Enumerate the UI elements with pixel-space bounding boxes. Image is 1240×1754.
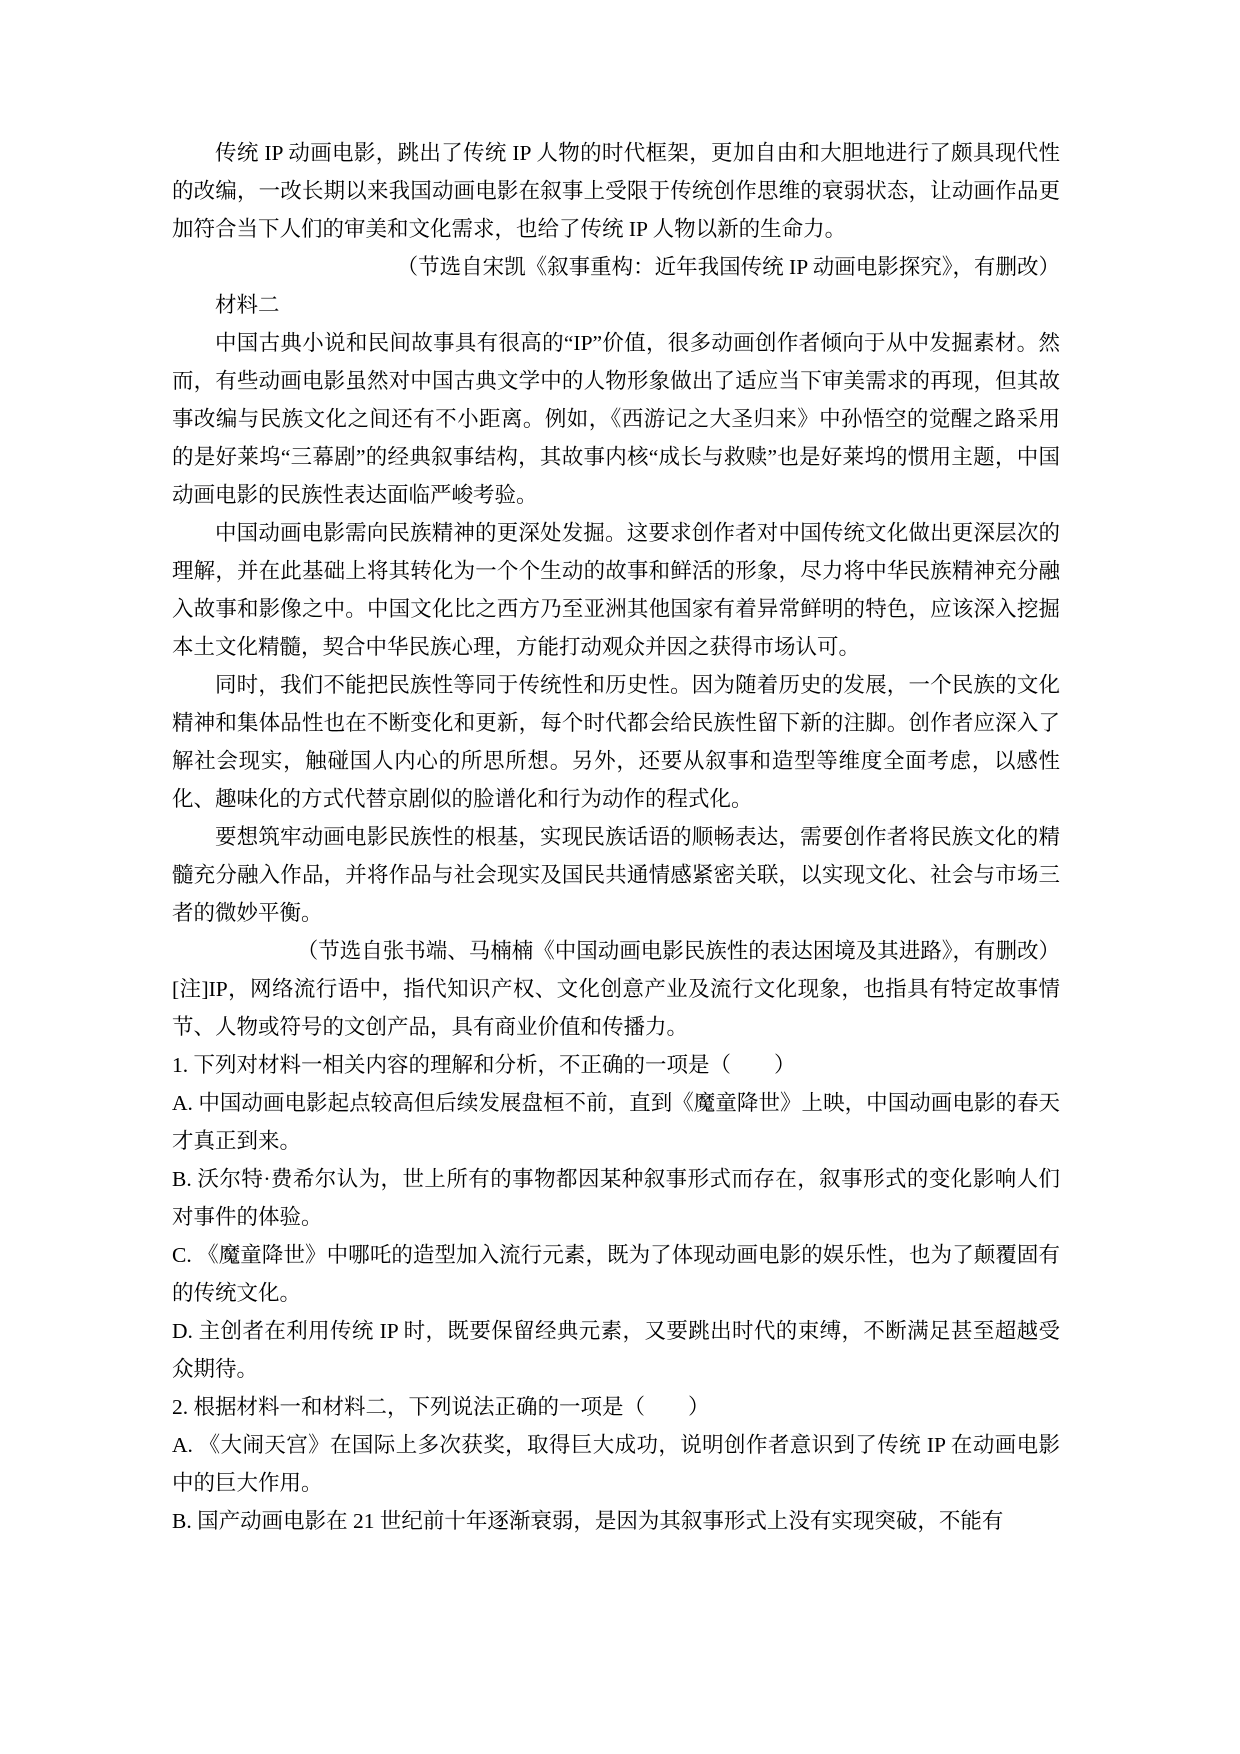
material-heading: 材料二	[215, 293, 280, 317]
paragraph: 中国动画电影需向民族精神的更深处发掘。这要求创作者对中国传统文化做出更深层次的理解，并在此基础上将其转化为一个个生动的故事和鲜活的形象，尽力将中华民族精神充分融入故事和影像之中。中国文化比之西方乃至亚洲其他国家有着异常鲜明的特色，应该深入挖掘本土文化精髓，契合中华民族心理，方能打动观众并因之获得市场认可。	[172, 521, 1060, 659]
paragraph: 同时，我们不能把民族性等同于传统性和历史性。因为随着历史的发展，一个民族的文化精神和集体品性也在不断变化和更新，每个时代都会给民族性留下新的注脚。创作者应深入了解社会现实，触碰国人内心的所思所想。另外，还要从叙事和造型等维度全面考虑，以感性化、趣味化的方式代替京剧似的脸谱化和行为动作的程式化。	[172, 673, 1060, 811]
answer-option: D. 主创者在利用传统 IP 时，既要保留经典元素，又要跳出时代的束缚，不断满足甚至超越受众期待。	[172, 1319, 1060, 1381]
answer-option: B. 沃尔特·费希尔认为，世上所有的事物都因某种叙事形式而存在，叙事形式的变化影响人们对事件的体验。	[172, 1167, 1060, 1229]
text-column	[172, 134, 1060, 1540]
paragraph: 传统 IP 动画电影，跳出了传统 IP 人物的时代框架，更加自由和大胆地进行了颇具现代性的改编，一改长期以来我国动画电影在叙事上受限于传统创作思维的衰弱状态，让动画作品更加符合当下人们的审美和文化需求，也给了传统 IP 人物以新的生命力。	[172, 141, 1060, 241]
source-attribution: （节选自张书端、马楠楠《中国动画电影民族性的表达困境及其进路》，有删改）	[296, 939, 1060, 963]
answer-option: C. 《魔童降世》中哪吒的造型加入流行元素，既为了体现动画电影的娱乐性，也为了颠覆固有的传统文化。	[172, 1243, 1060, 1305]
answer-option: A. 《大闹天宫》在国际上多次获奖，取得巨大成功，说明创作者意识到了传统 IP 在动画电影中的巨大作用。	[172, 1433, 1060, 1495]
paragraph: 中国古典小说和民间故事具有很高的“IP”价值，很多动画创作者倾向于从中发掘素材。然而，有些动画电影虽然对中国古典文学中的人物形象做出了适应当下审美需求的再现，但其故事改编与民族文化之间还有不小距离。例如，《西游记之大圣归来》中孙悟空的觉醒之路采用的是好莱坞“三幕剧”的经典叙事结构，其故事内核“成长与救赎”也是好莱坞的惯用主题，中国动画电影的民族性表达面临严峻考验。	[172, 331, 1060, 507]
answer-option: B. 国产动画电影在 21 世纪前十年逐渐衰弱，是因为其叙事形式上没有实现突破，不能有	[172, 1509, 1004, 1533]
footnote: [注]IP，网络流行语中，指代知识产权、文化创意产业及流行文化现象，也指具有特定故事情节、人物或符号的文创产品，具有商业价值和传播力。	[172, 977, 1060, 1039]
source-attribution: （节选自宋凯《叙事重构：近年我国传统 IP 动画电影探究》，有删改）	[396, 255, 1060, 279]
answer-option: A. 中国动画电影起点较高但后续发展盘桓不前，直到《魔童降世》上映，中国动画电影的春天才真正到来。	[172, 1091, 1060, 1153]
paragraph: 要想筑牢动画电影民族性的根基，实现民族话语的顺畅表达，需要创作者将民族文化的精髓充分融入作品，并将作品与社会现实及国民共通情感紧密关联，以实现文化、社会与市场三者的微妙平衡。	[172, 825, 1060, 925]
question: 2. 根据材料一和材料二，下列说法正确的一项是（ ）	[172, 1395, 710, 1419]
question: 1. 下列对材料一相关内容的理解和分析，不正确的一项是（ ）	[172, 1053, 796, 1077]
